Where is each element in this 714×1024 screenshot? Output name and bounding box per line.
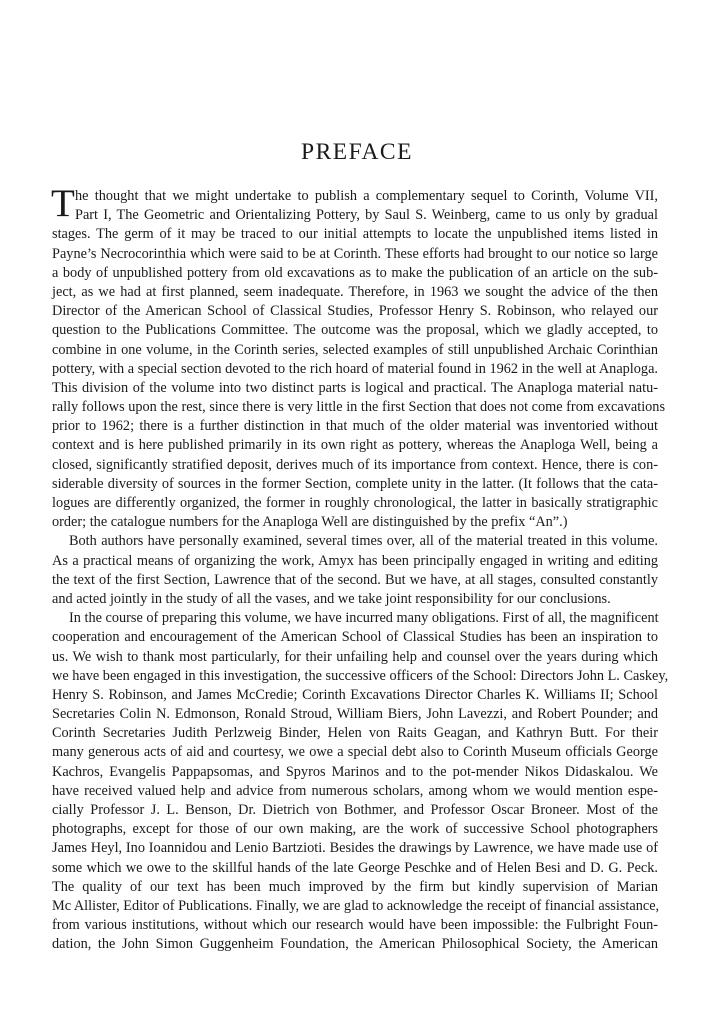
- text-line: a body of unpublished pottery from old excavations as to make the publication of an article on the sub-: [52, 264, 658, 281]
- text-line: us. We wish to thank most particularly, for their unfailing help and counsel over the years during which: [52, 648, 658, 665]
- text-line: cially Professor J. L. Benson, Dr. Dietrich von Bothmer, and Professor Oscar Broneer. Most of the: [52, 802, 658, 818]
- text-line: some which we owe to the skillful hands of the late George Peschke and of Helen Besi and D. G. Peck.: [52, 859, 658, 876]
- text-line: rally follows upon the rest, since there is very little in the first Section that does not come from excavations: [52, 399, 666, 416]
- text-line: many generous acts of aid and courtesy, we owe a special debt also to Corinth Museum officials George: [52, 744, 658, 761]
- text-line: combine in one volume, in the Corinth series, selected examples of still unpublished Archaic Corinthian: [52, 341, 658, 358]
- text-line: Director of the American School of Classical Studies, Professor Henry S. Robinson, who relayed our: [52, 303, 658, 320]
- text-line: have received valued help and advice from numerous scholars, among whom we would mention espe-: [52, 782, 658, 799]
- text-line: he thought that we might undertake to publish a complementary sequel to Corinth, Volume VII,: [75, 188, 658, 204]
- paragraph-3: [52, 609, 669, 954]
- text-line: Part I, The Geometric and Orientalizing Pottery, by Saul S. Weinberg, came to us only by gradual: [75, 207, 658, 224]
- text-line: The quality of our text has been much improved by the firm but kindly supervision of Marian: [52, 878, 658, 895]
- text-line: and acted jointly in the study of all the vases, and we take joint responsibility for our conclusions.: [52, 590, 611, 607]
- text-line: from various institutions, without which our research would have been impossible: the Fulbright Foun-: [52, 917, 658, 934]
- text-line: question to the Publications Committee. The outcome was the proposal, which we gladly accepted, to: [52, 322, 658, 339]
- text-line: stages. The germ of it may be traced to our initial attempts to locate the unpublished items listed in: [52, 226, 658, 243]
- text-line: Secretaries Colin N. Edmonson, Ronald Stroud, William Biers, John Lavezzi, and Robert Pounder; and: [52, 706, 658, 723]
- paragraph-1: [51, 182, 666, 532]
- text-line: context and is here published primarily in its own right as pottery, whereas the Anaploga Well, being a: [52, 437, 658, 454]
- text-line: the text of the first Section, Lawrence that of the second. But we have, at all stages, consulted constantly: [52, 571, 658, 588]
- text-line: Henry S. Robinson, and James McCredie; Corinth Excavations Director Charles K. Williams II; School: [52, 686, 658, 703]
- text-line: prior to 1962; there is a further distinction in that much of the older material was inventoried without: [52, 418, 658, 435]
- paragraph-2: [52, 532, 658, 609]
- text-line: closed, significantly stratified deposit, derives much of its importance from context. Hence, there is con-: [52, 456, 658, 473]
- text-line: Mc Allister, Editor of Publications. Finally, we are glad to acknowledge the receipt of financial assistance,: [52, 897, 660, 914]
- page-title: PREFACE: [301, 139, 413, 165]
- text-line: ject, as we had at first planned, seem inadequate. Therefore, in 1963 we sought the advice of the then: [52, 283, 658, 300]
- text-line: Kachros, Evangelis Pappapsomas, and Spyros Marinos and to the pot-mender Nikos Didaskalou. We: [52, 763, 658, 780]
- text-line: Both authors have personally examined, several times over, all of the material treated in this volume.: [69, 533, 658, 550]
- text-line: Payne’s Necrocorinthia which were said to be at Corinth. These efforts had brought to our notice so large: [52, 245, 658, 262]
- text-line: logues are differently organized, the former in roughly chronological, the latter in basically stratigraphic: [52, 495, 658, 511]
- text-line: In the course of preparing this volume, we have incurred many obligations. First of all, the magnificent: [69, 610, 659, 627]
- text-line: James Heyl, Ino Ioannidou and Lenio Bartzioti. Besides the drawings by Lawrence, we have made use of: [52, 840, 658, 857]
- text-line: dation, the John Simon Guggenheim Foundation, the American Philosophical Society, the American: [52, 936, 658, 953]
- text-line: photographs, except for those of our own making, are the work of successive School photographers: [52, 821, 658, 838]
- text-line: cooperation and encouragement of the American School of Classical Studies has been an inspiration to: [52, 629, 658, 646]
- drop-cap: T: [51, 182, 75, 225]
- text-line: This division of the volume into two distinct parts is logical and practical. The Anaploga material natu-: [52, 379, 658, 396]
- text-line: As a practical means of organizing the work, Amyx has been principally engaged in writing and editing: [52, 552, 658, 569]
- lead-line: [51, 182, 658, 225]
- text-line: siderable diversity of sources in the former Section, complete unity in the latter. (It follows that the cata-: [52, 475, 658, 492]
- preface-body: [51, 182, 669, 955]
- text-line: Corinth Secretaries Judith Perlzweig Binder, Helen von Raits Geagan, and Kathryn Butt. For their: [52, 725, 658, 742]
- text-line: order; the catalogue numbers for the Anaploga Well are distinguished by the prefix “An”.): [52, 514, 568, 531]
- text-line: we have been engaged in this investigation, the successive officers of the School: Directors John L. Caskey,: [52, 667, 669, 684]
- text-line: pottery, with a special section devoted to the rich hoard of material found in 1962 in the well at Anaploga.: [52, 360, 658, 377]
